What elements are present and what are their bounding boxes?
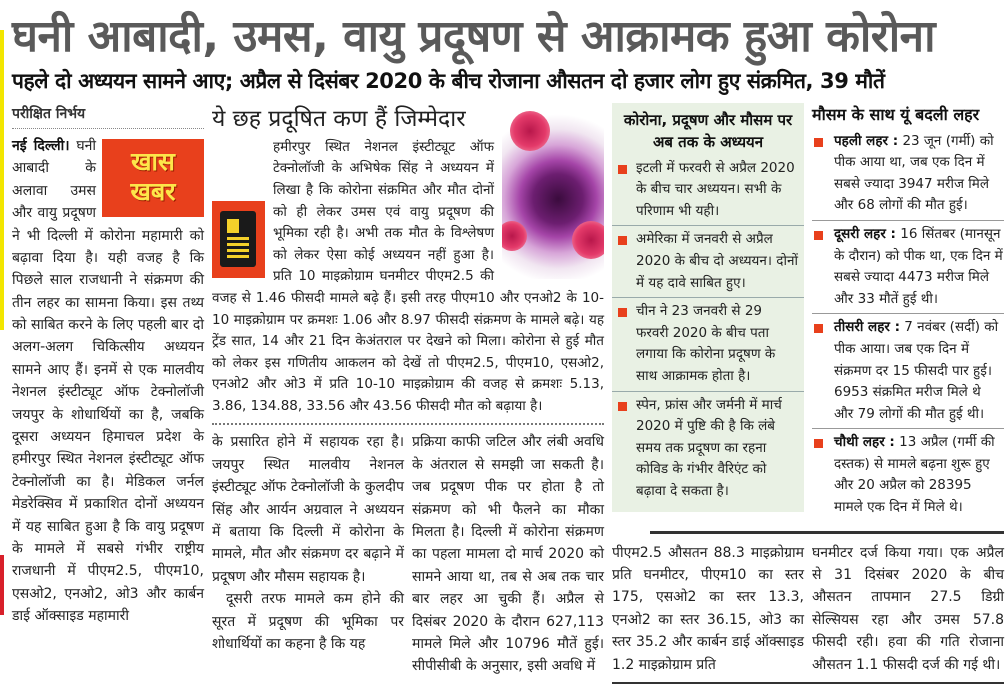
headline: घनी आबादी, उमस, वायु प्रदूषण से आक्रामक हुआ कोरोना [12, 11, 935, 62]
wave-item: चौथी लहर : 13 अप्रैल (गर्मी की दस्तक) से मामले बढ़ना शुरू हुए और 20 अप्रैल को 28395 मामले एक दिन में मिले थे। [812, 432, 1004, 521]
khas-khabar-badge [102, 139, 204, 217]
wave-item: तीसरी लहर : 7 नवंबर (सर्दी) को पीक आया। जब एक दिन में संक्रमण दर 15 फीसदी पार हुई। 6953 संक्रमित मरीज मिले थे और 79 लोगों की मौत हुई थी। [812, 317, 1004, 429]
studies-box-title: कोरोना, प्रदूषण और मौसम पर अब तक के अध्ययन [623, 110, 793, 152]
coronavirus-image [502, 101, 604, 279]
bullet-square-icon [618, 402, 627, 411]
bullet-square-icon [814, 138, 823, 147]
wave-item: पहली लहर : 23 जून (गर्मी) को पीक आया था, जब एक दिन में सबसे ज्यादा 3947 मरीज मिले और 68 लोगों की मौत हुई। [812, 131, 1004, 221]
bullet-square-icon [814, 439, 823, 448]
bullet-square-icon [814, 231, 823, 240]
right-boxes [612, 103, 1004, 525]
bullet-square-icon [618, 236, 627, 245]
story-column-1 [12, 135, 204, 628]
bottom-rule [612, 682, 1004, 684]
lower-middle-columns [212, 431, 604, 677]
left-yellow-stripe [0, 30, 4, 330]
dateline: नई दिल्ली। [12, 137, 70, 154]
study-item: इटली में फरवरी से अप्रैल 2020 के बीच चार अध्ययन। सभी के परिणाम भी यही। [612, 158, 804, 227]
story-text-1: घनी आबादी के अलावा उमस और वायु प्रदूषण ने भी दिल्ली में कोरोना महामारी को बढ़ावा दिया है। यही वजह है कि पिछले साल राजधानी ने संक्रमण की तीन लहर का सामना किया। इस तथ्य को साबित करने के लिए पहली बार दो अलग-अलग चिकित्सीय अध्ययन सामने आए हैं। इनमें से एक मालवीय नेशनल इंस्टीट्यूट ऑफ टेक्नोलॉजी जयपुर के शोधार्थियों का है, जबकि दूसरा अध्ययन हिमाचल प्रदेश के हमीरपुर स्थित नेशनल इंस्टीट्यूट ऑफ टेक्नोलॉजी का है। मेडिकल जर्नल मेडरेक्सिव में प्रकाशित दोनों अध्ययन में यह साबित हुआ है कि वायु प्रदूषण के मामले में सबसे गंभीर राष्ट्रीय राजधानी में पीएम2.5, पीएम10, एसओ2, एनओ2, ओ3 और कार्बन डाई ऑक्साइड महामारी [12, 137, 204, 625]
section-divider [212, 423, 604, 425]
bullet-square-icon [618, 308, 627, 317]
study-item: अमेरिका में जनवरी से अप्रैल 2020 के बीच दो अध्ययन। दोनों में यह दावे साबित हुए। [612, 229, 804, 298]
bullet-square-icon [618, 165, 627, 174]
waves-box-title: मौसम के साथ यूं बदली लहर [812, 104, 980, 124]
middle-section [212, 103, 604, 678]
bullet-square-icon [814, 324, 823, 333]
story-column-1-wrapper [12, 103, 204, 628]
waves-box [812, 103, 1004, 525]
story-column-4: पीएम2.5 औसतन 88.3 माइक्रोग्राम प्रति घनमीटर, पीएम10 का स्तर 175, एसओ2 का स्तर 13.3, एनओ2 का स्तर 36.15, ओ3 का स्तर 35.2 और कार्बन डाई ऑक्साइड 1.2 माइक्रोग्राम प्रति [612, 544, 804, 673]
article-body [12, 103, 1003, 684]
right-section [612, 103, 1004, 684]
left-red-stripe [0, 555, 4, 615]
particles-box-text [212, 137, 604, 418]
badge-icon-panel [212, 201, 265, 278]
story-column-2 [212, 431, 404, 655]
story-text-2b: दूसरी तरफ मामले कम होने की सूरत में प्रदूषण की भूमिका पर शोधार्थियों का कहना है कि यह [212, 591, 404, 652]
story-column-3: प्रक्रिया काफी जटिल और लंबी अवधि के अंतराल से समझी जा सकती है। जब प्रदूषण पीक पर होता है तो संक्रमण को भी फैलने का मौका मिलता है। दिल्ली में कोरोना संक्रमण का पहला मामला दो मार्च 2020 को सामने आया था, तब से अब तक चार बार लहर आ चुकी हैं। अप्रैल से दिसंबर 2020 के दौरान 627,113 मामले मिले और 10796 मौतें हुई। सीपीसीबी के अनुसार, इसी अवधि में [412, 434, 604, 675]
section-rule [650, 531, 1004, 534]
studies-box [612, 103, 804, 513]
newspaper-icon [220, 211, 256, 267]
story-column-5: घनमीटर दर्ज किया गया। एक अप्रैल से 31 दिसंबर 2020 के बीच औसतन तापमान 27.5 डिग्री सेल्सियस रहा और उमस 57.8 फीसदी रही। हवा की गति रोजाना औसतन 1.1 फीसदी दर्ज की गई थी। [812, 544, 1004, 673]
particles-text: हमीरपुर स्थित नेशनल इंस्टीट्यूट ऑफ टेक्नोलॉजी के अभिषेक सिंह ने अध्ययन में लिखा है कि कोरोना संक्रमित और मौत दोनों को ही लेकर उमस एवं वायु प्रदूषण की भूमिका रही है। अभी तक मौत के विश्लेषण को लेकर ऐसा कोई अध्ययन नहीं हुआ है। प्रति 10 माइक्रोग्राम घनमीटर पीएम2.5 की वजह से 1.46 फीसदी मामले बढ़े हैं। इसी तरह पीएम10 और एनओ2 के 10-10 माइक्रोग्राम पर क्रमशः 1.06 और 8.97 फीसदी संक्रमण के मामले बढ़े। यह ट्रेंड सात, 14 और 21 दिन केअंतराल पर देखने को मिला। कोरोना से हुई मौत को लेकर इस गणितीय आकलन को देखें तो पीएम2.5, पीएम10, एसओ2, एनओ2 और ओ3 में प्रति 10-10 माइक्रोग्राम की वजह से क्रमशः 5.13, 3.86, 134.88, 33.56 और 43.56 फीसदी मौत को बढ़ाया है। [212, 138, 604, 414]
study-item: चीन ने 23 जनवरी से 29 फरवरी 2020 के बीच पता लगाया कि कोरोना प्रदूषण के साथ आक्रामक होता है। [612, 301, 804, 391]
lower-right-columns [612, 542, 1004, 676]
subheadline: पहले दो अध्ययन सामने आए; अप्रैल से दिसंबर 2020 के बीच रोजाना औसतन दो हजार लोग हुए संक्रमित, 39 मौतें [12, 69, 885, 94]
byline: परीक्षित निर्भय [12, 103, 204, 129]
badge-line-2: खबर [130, 176, 176, 206]
wave-item: दूसरी लहर : 16 सिंतबर (मानसून के दौरान) को पीक था, एक दिन में सबसे ज्यादा 4473 मरीज मिले और 33 मौतें हुई थी। [812, 224, 1004, 314]
study-item: स्पेन, फ्रांस और जर्मनी में मार्च 2020 में पुष्टि की है कि लंबे समय तक प्रदूषण का रहना कोविड के गंभीर वैरिएंट को बढ़ावा दे सकता है। [612, 395, 804, 506]
particles-box-title: ये छह प्रदूषित कण हैं जिम्मेदार [212, 105, 466, 132]
story-text-2a: के प्रसारित होने में सहायक रहा है। जयपुर स्थित मालवीय नेशनल इंस्टीट्यूट ऑफ टेक्नोलॉजी के कुलदीप सिंह और आर्यन अग्रवाल ने अध्ययन में बताया कि दिल्ली में कोरोना के मामले, मौत और संक्रमण दर बढ़ाने में प्रदूषण और मौसम सहायक है। [212, 434, 404, 585]
badge-line-1: खास [131, 146, 175, 176]
